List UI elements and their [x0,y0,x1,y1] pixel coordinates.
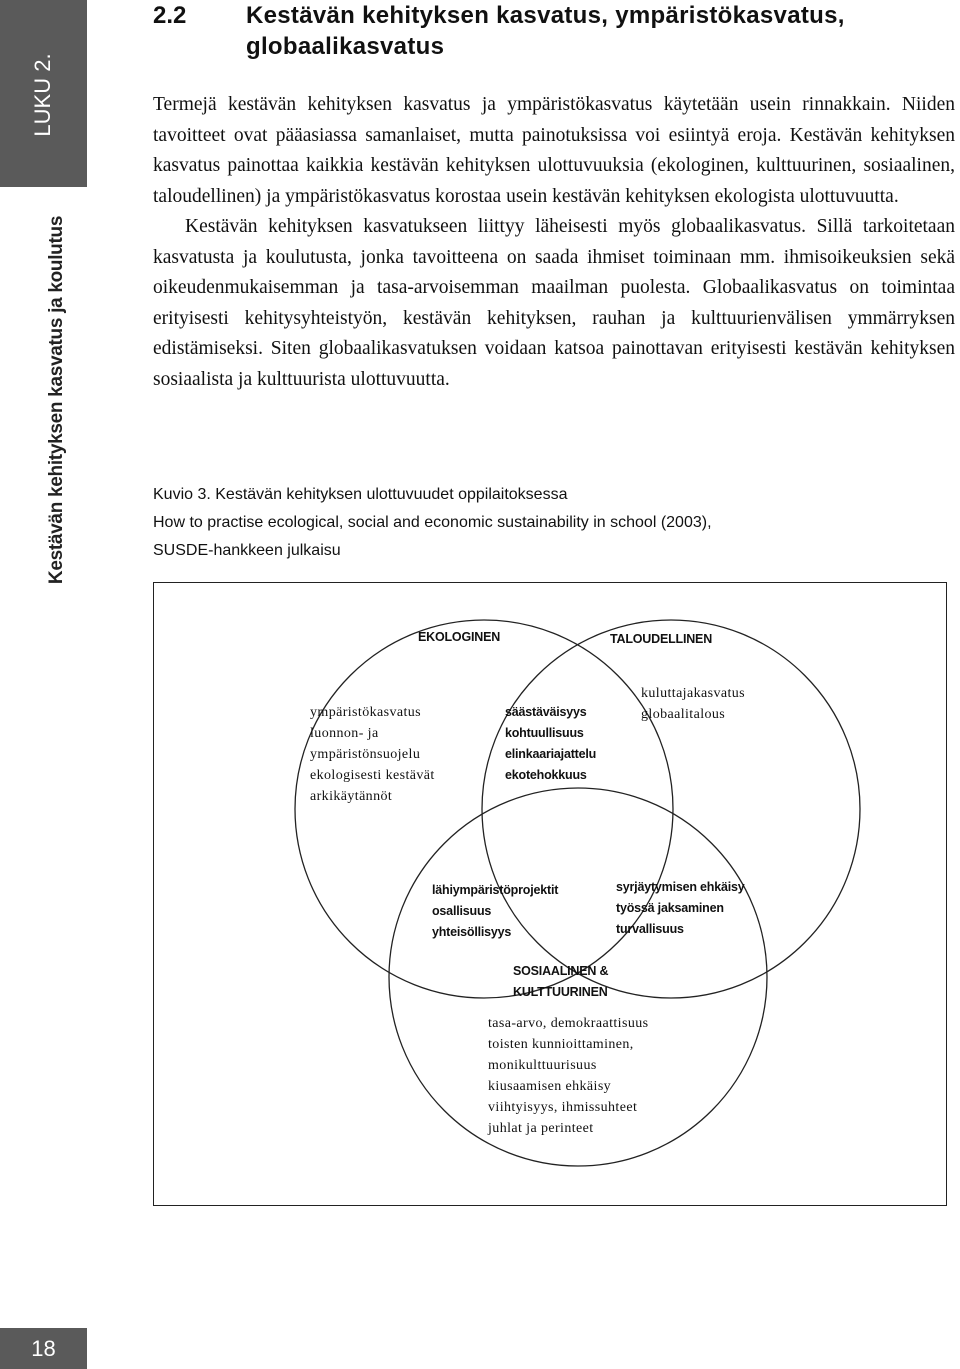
venn-diagram [153,582,947,1206]
ekologinen-label: EKOLOGINEN [418,630,501,644]
talous-sosiaalinen-items [616,877,745,940]
diagram-item: turvallisuus [616,922,684,936]
side-tab [0,0,87,600]
diagram-item: kohtuullisuus [505,726,584,740]
diagram-item: monikulttuurisuus [488,1058,597,1073]
body-text [153,90,955,395]
diagram-item: työssä jaksaminen [616,901,724,915]
diagram-item: ympäristönsuojelu [310,747,421,762]
diagram-item: ekotehokkuus [505,768,587,782]
ekologinen-items [310,702,435,807]
sosiaalinen-label [513,961,608,1003]
taloudellinen-label: TALOUDELLINEN [610,632,713,646]
diagram-item: syrjäytymisen ehkäisy [616,880,745,894]
taloudellinen-items [641,683,745,725]
eko-talous-items [505,702,596,786]
diagram-item: globaalitalous [641,707,726,722]
diagram-item: elinkaariajattelu [505,747,597,761]
diagram-item: säästäväisyys [505,705,587,719]
diagram-item: toisten kunnioittaminen, [488,1037,634,1052]
diagram-item: kiusaamisen ehkäisy [488,1079,612,1094]
sosiaalinen-label-line: KULTTUURINEN [513,985,608,999]
section-number: 2.2 [153,2,187,29]
eko-sosiaalinen-items [432,880,558,943]
diagram-item: lähiympäristöprojektit [432,883,559,897]
diagram-item: ympäristökasvatus [310,705,422,720]
caption-line: SUSDE-hankkeen julkaisu [153,542,341,559]
diagram-item: tasa-arvo, demokraattisuus [488,1016,649,1031]
diagram-item: juhlat ja perinteet [488,1121,594,1136]
running-title: Kestävän kehityksen kasvatus ja koulutus [46,215,67,585]
sosiaalinen-label-line: SOSIAALINEN & [513,964,609,978]
section-title: Kestävän kehityksen kasvatus, ympäristökasvatus, globaalikasvatus [246,2,845,60]
diagram-item: ekologisesti kestävät [310,768,435,783]
paragraph: Kestävän kehityksen kasvatukseen liittyy läheisesti myös globaalikasvatus. Sillä tarkoitetaan kasvatusta ja koulutusta, jonka tavoitteena on saada ihmiset toiminaan mm. ihmisoikeuksien sekä oikeudenmukaisemman ja tasa-arvoisemman maailman puolesta. Globaalikasvatus on toimintaa erityisesti kehitysyhteistyön, kestävän kehityksen, rauhan ja kulttuurienvälisen ymmärryksen edistämiseksi. Siten globaalikasvatuksen voidaan katsoa painottavan erityisesti kestävän kehityksen sosiaalista ja kulttuurista ulottuvuutta. [153,216,955,390]
diagram-item: arkikäytännöt [310,789,393,804]
chapter-label: LUKU 2. [30,53,55,137]
caption-line: How to practise ecological, social and economic sustainability in school (2003), [153,514,712,531]
figure-caption [153,481,943,565]
paragraph: Termejä kestävän kehityksen kasvatus ja ympäristökasvatus käytetään usein rinnakkain. Niiden tavoitteet ovat pääasiassa samanlaiset, mutta painotuksissa voi esiintyä eroja. Kestävän kehityksen kasvatus painottaa kaikkia kestävän kehityksen ulottuvuuksia (ekologinen, kulttuurinen, sosiaalinen, taloudellinen) ja ympäristökasvatus korostaa usein kestävän kehityksen ekologista ulottuvuutta. [153,94,955,207]
diagram-item: osallisuus [432,904,492,918]
diagram-item: luonnon- ja [310,726,379,741]
diagram-item: yhteisöllisyys [432,925,512,939]
diagram-item: kuluttajakasvatus [641,686,746,701]
page-number: 18 [31,1336,56,1361]
sosiaalinen-items [488,1013,648,1139]
caption-line: Kuvio 3. Kestävän kehityksen ulottuvuudet oppilaitoksessa [153,486,568,503]
diagram-item: viihtyisyys, ihmissuhteet [488,1100,638,1115]
